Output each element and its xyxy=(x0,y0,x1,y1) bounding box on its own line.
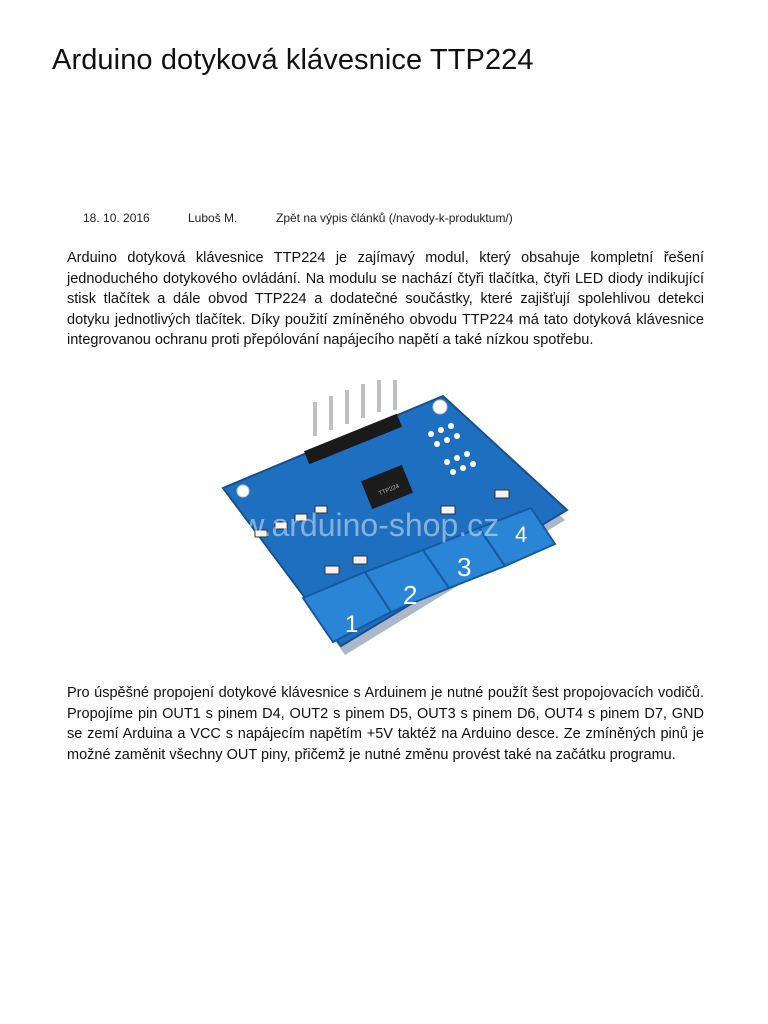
touch-keypad-board xyxy=(195,380,575,670)
back-to-articles-link[interactable]: Zpět na výpis článků (/navody-k-produktum/) xyxy=(276,211,513,225)
pad-label-3: 3 xyxy=(457,552,472,582)
article-date: 18. 10. 2016 xyxy=(83,211,150,225)
product-image xyxy=(195,380,575,670)
watermark: www.arduino-shop.cz xyxy=(195,507,500,543)
article-title: Arduino dotyková klávesnice TTP224 xyxy=(52,44,534,76)
article-author: Luboš M. xyxy=(188,211,238,225)
intro-paragraph: Arduino dotyková klávesnice TTP224 je zajímavý modul, který obsahuje kompletní řešení jednoduchého dotykového ovládání. Na modulu se nachází čtyři tlačítka, čtyři LED diody indikující stisk tlačítek a dále obvod TTP224 a dodatečné součástky, které zajišťují spolehlivou detekci dotyku jednotlivých tlačítek. Díky použití zmíněného obvodu TTP224 má tato dotyková klávesnice integrovanou ochranu proti přepólování napájecího napětí a také nízkou spotřebu. xyxy=(67,250,704,348)
pad-label-1: 1 xyxy=(345,611,359,638)
wiring-paragraph: Pro úspěšné propojení dotykové klávesnice s Arduinem je nutné použít šest propojovacích vodičů. Propojíme pin OUT1 s pinem D4, OUT2 s pinem D5, OUT3 s pinem D6, OUT4 s pinem D7, GND se zemí Arduina a VCC s napájecím napětím +5V taktéž na Arduino desce. Ze zmíněných pinů je možné zaměnit všechny OUT piny, přičemž je nutné změnu provést také na začátku programu. xyxy=(67,685,704,763)
article-meta xyxy=(83,211,513,225)
chip-label: TTP224 xyxy=(378,483,401,498)
pad-label-4: 4 xyxy=(515,522,528,547)
pad-label-2: 2 xyxy=(403,580,418,610)
